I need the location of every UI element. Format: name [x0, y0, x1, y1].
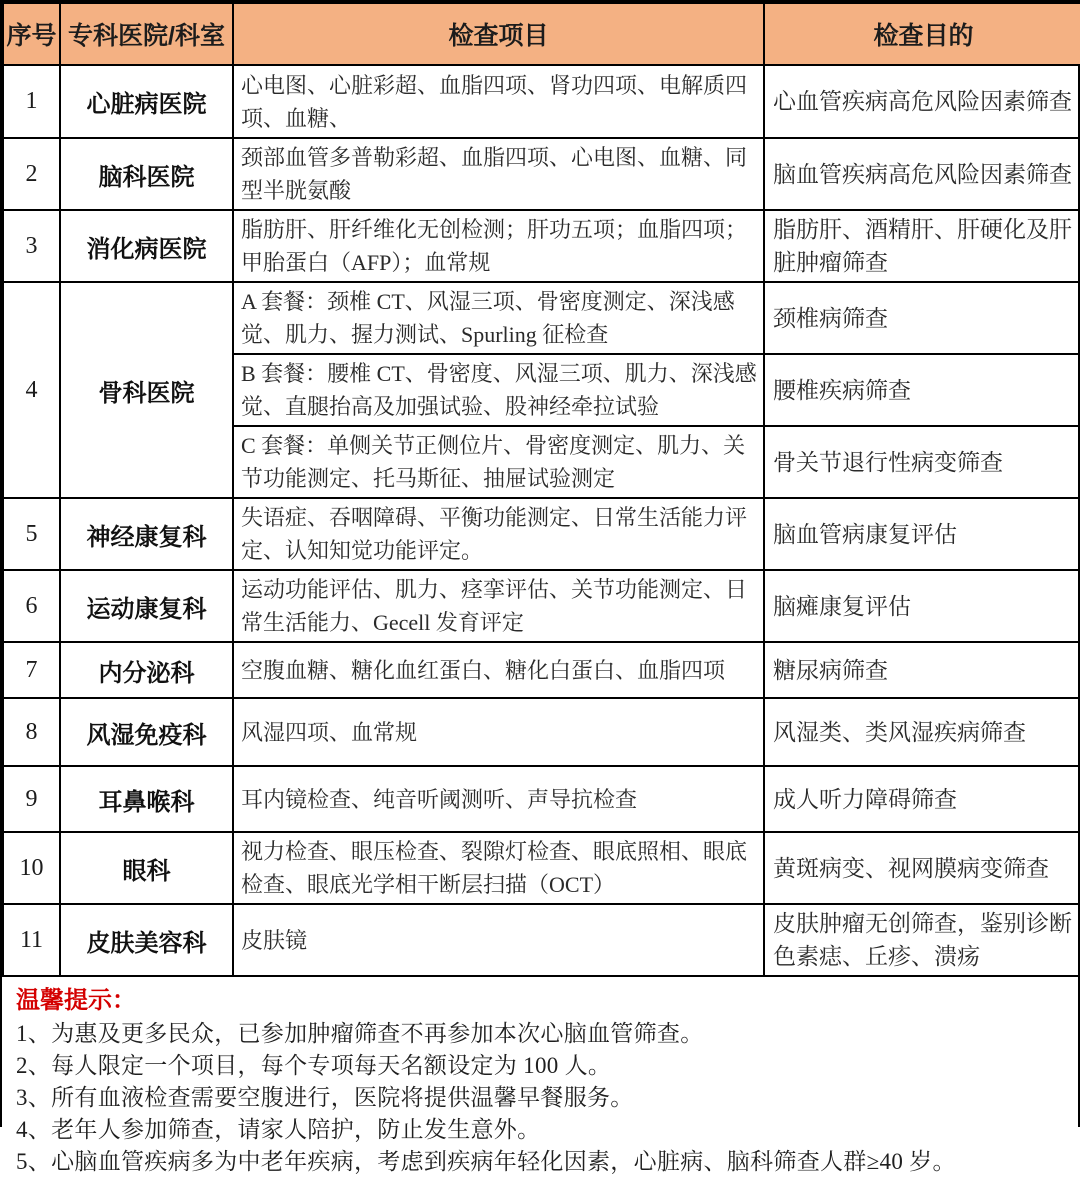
screening-table [2, 2, 1080, 977]
exam-items-cell: 心电图、心脏彩超、血脂四项、肾功四项、电解质四项、血糖、 [233, 65, 764, 138]
department-cell: 运动康复科 [60, 570, 233, 642]
exam-purpose-cell: 黄斑病变、视网膜病变筛查 [764, 832, 1080, 904]
table-row [3, 65, 1080, 138]
exam-purpose-cell-package-b: 腰椎疾病筛查 [764, 354, 1080, 426]
row-number: 6 [3, 570, 60, 642]
exam-items-cell: 耳内镜检查、纯音听阈测听、声导抗检查 [233, 766, 764, 832]
row-number: 1 [3, 65, 60, 138]
table-row [3, 904, 1080, 976]
table-row [3, 138, 1080, 210]
table-header [3, 3, 1080, 65]
table-row [3, 698, 1080, 766]
note-item: 3、所有血液检查需要空腹进行，医院将提供温馨早餐服务。 [16, 1085, 634, 1110]
note-item: 4、老年人参加筛查，请家人陪护，防止发生意外。 [16, 1117, 541, 1142]
table-row [3, 832, 1080, 904]
department-cell: 心脏病医院 [60, 65, 233, 138]
col-header-items: 检查项目 [233, 3, 764, 65]
header-row [3, 3, 1080, 65]
row-number: 2 [3, 138, 60, 210]
notes-title: 温馨提示： [16, 987, 136, 1014]
department-cell: 内分泌科 [60, 642, 233, 698]
exam-items-cell: 失语症、吞咽障碍、平衡功能测定、日常生活能力评定、认知知觉功能评定。 [233, 498, 764, 570]
row-number: 10 [3, 832, 60, 904]
exam-purpose-cell: 风湿类、类风湿疾病筛查 [764, 698, 1080, 766]
notes-section [2, 977, 1078, 1182]
exam-items-cell: 颈部血管多普勒彩超、血脂四项、心电图、血糖、同型半胱氨酸 [233, 138, 764, 210]
table-row [3, 642, 1080, 698]
row-number: 3 [3, 210, 60, 282]
department-cell: 神经康复科 [60, 498, 233, 570]
col-header-dept: 专科医院/科室 [60, 3, 233, 65]
table-row [3, 498, 1080, 570]
row-number: 8 [3, 698, 60, 766]
exam-purpose-cell: 脑血管疾病高危风险因素筛查 [764, 138, 1080, 210]
row-number: 4 [3, 282, 60, 498]
table-row [3, 570, 1080, 642]
exam-purpose-cell: 脑瘫康复评估 [764, 570, 1080, 642]
department-cell: 风湿免疫科 [60, 698, 233, 766]
exam-purpose-cell: 糖尿病筛查 [764, 642, 1080, 698]
exam-purpose-cell-package-a: 颈椎病筛查 [764, 282, 1080, 354]
department-cell: 骨科医院 [60, 282, 233, 498]
exam-purpose-cell: 成人听力障碍筛查 [764, 766, 1080, 832]
department-cell: 耳鼻喉科 [60, 766, 233, 832]
exam-items-cell-package-c: C 套餐：单侧关节正侧位片、骨密度测定、肌力、关节功能测定、托马斯征、抽屉试验测定 [233, 426, 764, 498]
department-cell: 皮肤美容科 [60, 904, 233, 976]
exam-items-cell-package-a: A 套餐：颈椎 CT、风湿三项、骨密度测定、深浅感觉、肌力、握力测试、Spurling 征检查 [233, 282, 764, 354]
exam-items-cell: 空腹血糖、糖化血红蛋白、糖化白蛋白、血脂四项 [233, 642, 764, 698]
table-row [3, 210, 1080, 282]
exam-items-cell: 脂肪肝、肝纤维化无创检测；肝功五项；血脂四项；甲胎蛋白（AFP）；血常规 [233, 210, 764, 282]
exam-items-cell: 视力检查、眼压检查、裂隙灯检查、眼底照相、眼底检查、眼底光学相干断层扫描（OCT） [233, 832, 764, 904]
department-cell: 消化病医院 [60, 210, 233, 282]
note-item: 1、为惠及更多民众，已参加肿瘤筛查不再参加本次心脑血管筛查。 [16, 1021, 704, 1046]
row-number: 5 [3, 498, 60, 570]
department-cell: 脑科医院 [60, 138, 233, 210]
exam-purpose-cell: 心血管疾病高危风险因素筛查 [764, 65, 1080, 138]
exam-purpose-cell: 皮肤肿瘤无创筛查，鉴别诊断色素痣、丘疹、溃疡 [764, 904, 1080, 976]
col-header-purpose: 检查目的 [764, 3, 1080, 65]
exam-purpose-cell-package-c: 骨关节退行性病变筛查 [764, 426, 1080, 498]
department-cell: 眼科 [60, 832, 233, 904]
exam-purpose-cell: 脂肪肝、酒精肝、肝硬化及肝脏肿瘤筛查 [764, 210, 1080, 282]
table-row [3, 282, 1080, 354]
exam-purpose-cell: 脑血管病康复评估 [764, 498, 1080, 570]
row-number: 7 [3, 642, 60, 698]
note-item: 5、心脑血管疾病多为中老年疾病，考虑到疾病年轻化因素，心脏病、脑科筛查人群≥40 岁。 [16, 1149, 956, 1174]
exam-items-cell-package-b: B 套餐：腰椎 CT、骨密度、风湿三项、肌力、深浅感觉、直腿抬高及加强试验、股神经牵拉试验 [233, 354, 764, 426]
exam-items-cell: 运动功能评估、肌力、痉挛评估、关节功能测定、日常生活能力、Gecell 发育评定 [233, 570, 764, 642]
exam-items-cell: 皮肤镜 [233, 904, 764, 976]
table-row [3, 766, 1080, 832]
note-item: 2、每人限定一个项目，每个专项每天名额设定为 100 人。 [16, 1053, 612, 1078]
col-header-no: 序号 [3, 3, 60, 65]
row-number: 9 [3, 766, 60, 832]
row-number: 11 [3, 904, 60, 976]
exam-items-cell: 风湿四项、血常规 [233, 698, 764, 766]
